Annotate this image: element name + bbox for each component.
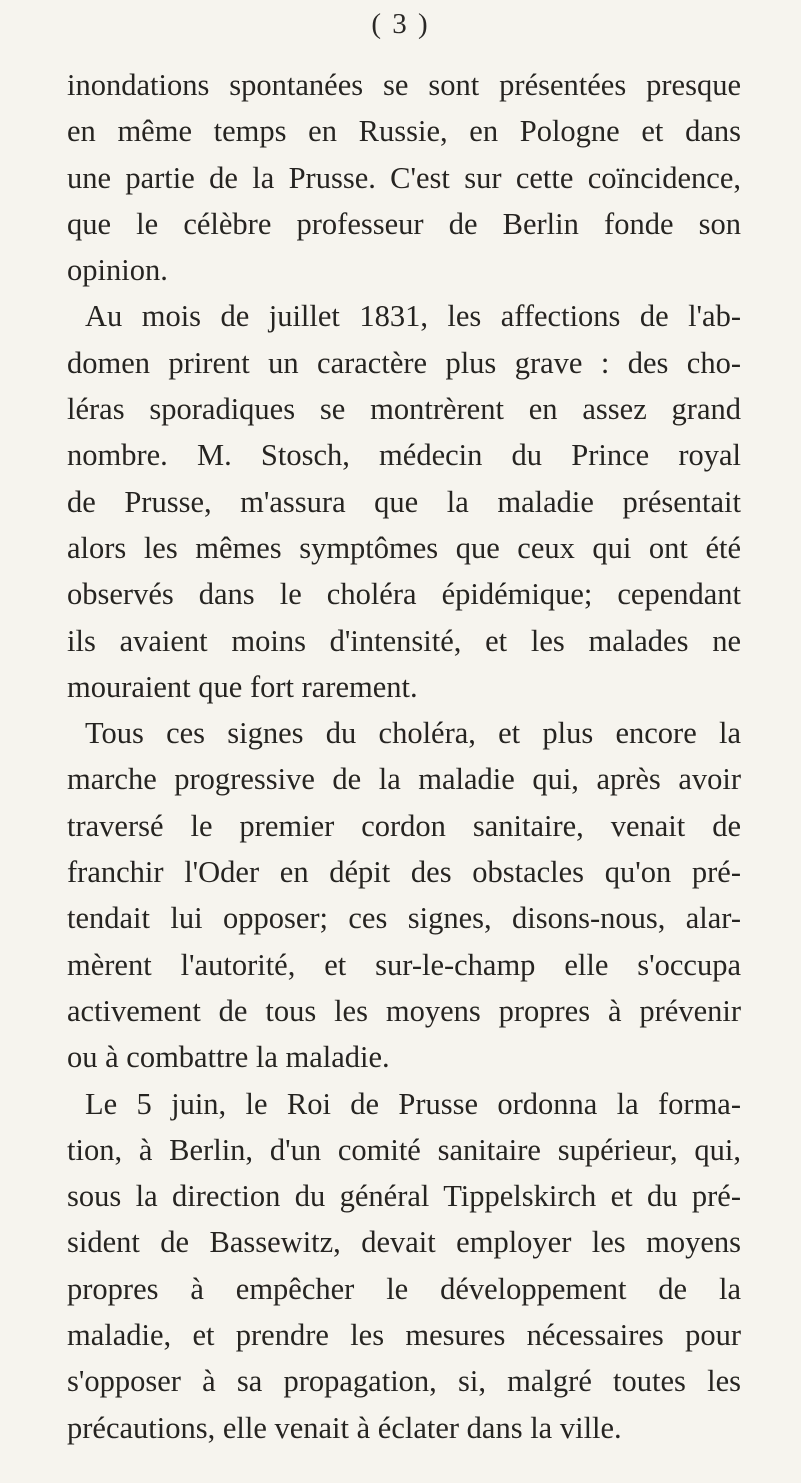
text-line: nombre. M. Stosch, médecin du Prince royal [67, 438, 741, 473]
text-line: une partie de la Prusse. C'est sur cette coïncidence, [67, 160, 741, 195]
text-line: de Prusse, m'assura que la maladie présentait [67, 484, 741, 519]
text-line: franchir l'Oder en dépit des obstacles qu'on pré- [67, 855, 741, 890]
text-line: précautions, elle venait à éclater dans la ville. [67, 1410, 622, 1445]
text-line: ils avaient moins d'intensité, et les malades ne [67, 623, 741, 658]
text-line: domen prirent un caractère plus grave : des cho- [67, 345, 741, 380]
text-line: tendait lui opposer; ces signes, disons-nous, alar- [67, 901, 741, 936]
text-line: ou à combattre la maladie. [67, 1040, 390, 1075]
text-line: léras sporadiques se montrèrent en assez grand [67, 392, 741, 427]
text-line: alors les mêmes symptômes que ceux qui ont été [67, 530, 741, 565]
text-line: inondations spontanées se sont présentées presque [67, 68, 741, 102]
text-line: maladie, et prendre les mesures nécessaires pour [67, 1318, 741, 1353]
text-line: Le 5 juin, le Roi de Prusse ordonna la forma- [85, 1086, 741, 1121]
text-line: activement de tous les moyens propres à prévenir [67, 993, 741, 1028]
text-line: sous la direction du général Tippelskirch et du pré- [67, 1179, 741, 1214]
text-line: propres à empêcher le développement de la [67, 1271, 741, 1306]
text-line: marche progressive de la maladie qui, après avoir [67, 762, 741, 797]
text-line: mèrent l'autorité, et sur-le-champ elle s'occupa [67, 947, 741, 982]
page-number: ( 3 ) [371, 8, 430, 40]
text-line: tion, à Berlin, d'un comité sanitaire supérieur, qui, [67, 1132, 741, 1167]
text-line: que le célèbre professeur de Berlin fonde son [67, 206, 741, 241]
text-line: opinion. [67, 253, 168, 288]
text-line: mouraient que fort rarement. [67, 669, 418, 704]
text-line: s'opposer à sa propagation, si, malgré toutes les [67, 1364, 741, 1399]
text-line: Tous ces signes du choléra, et plus encore la [85, 716, 741, 751]
text-line: sident de Bassewitz, devait employer les moyens [67, 1225, 741, 1260]
text-line: Au mois de juillet 1831, les affections de l'ab- [85, 299, 741, 334]
text-line: traversé le premier cordon sanitaire, venait de [67, 808, 741, 843]
text-line: en même temps en Russie, en Pologne et dans [67, 114, 741, 149]
body-text [67, 62, 741, 1451]
text-line: observés dans le choléra épidémique; cependant [67, 577, 741, 612]
